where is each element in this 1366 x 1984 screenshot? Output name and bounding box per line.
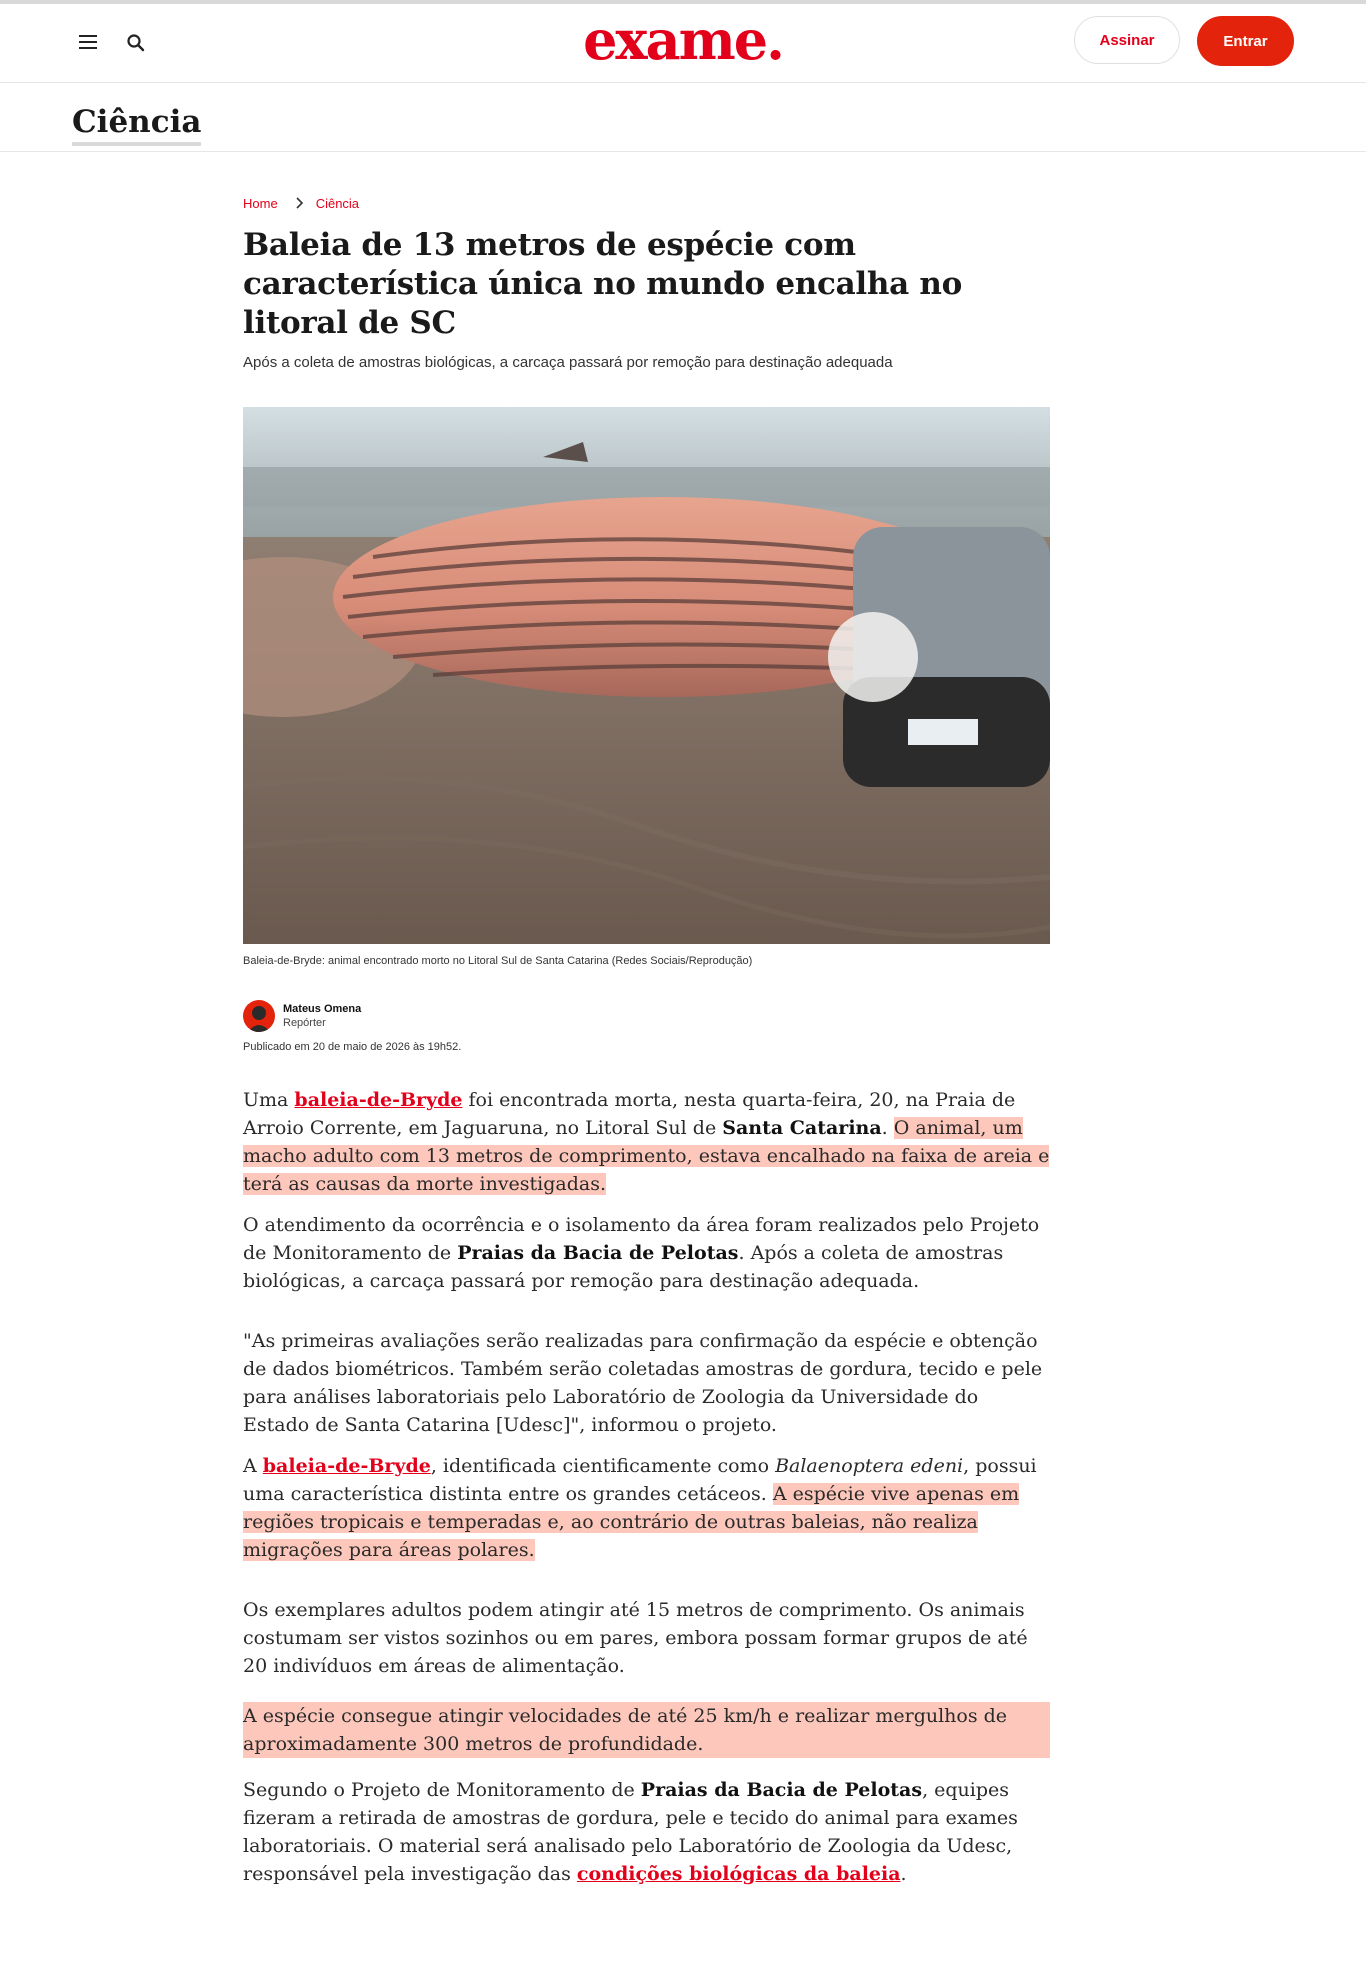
author-block <box>243 1000 1050 1032</box>
chevron-right-icon <box>294 197 306 209</box>
breadcrumb <box>243 194 1050 212</box>
subscribe-button[interactable]: Assinar <box>1074 16 1180 64</box>
highlighted-text: O animal, um macho adulto com 13 metros de comprimento, estava encalhado na faixa de areia e terá as causas da morte investigadas. <box>243 1117 1050 1195</box>
article-title: Baleia de 13 metros de espécie com característica única no mundo encalha no litoral de SC <box>243 227 962 341</box>
article-hero-image <box>243 407 1050 944</box>
section-bar <box>0 83 1366 152</box>
paragraph-1: Uma baleia-de-Bryde foi encontrada morta, nesta quarta-feira, 20, na Praia de Arroio Corrente, em Jaguaruna, no Litoral Sul de Santa Catarina. O animal, um macho adulto com 13 metros de comprimento, estava encalhado na faixa de areia e terá as causas da morte investigadas. <box>243 1089 1050 1195</box>
hamburger-menu-icon[interactable] <box>76 31 100 55</box>
article <box>243 194 1050 1901</box>
paragraph-5: Os exemplares adultos podem atingir até 15 metros de comprimento. Os animais costumam ser vistos sozinhos ou em pares, embora possam formar grupos de até 20 indivíduos em áreas de alimentação. <box>243 1599 1028 1677</box>
author-avatar[interactable] <box>243 1000 275 1032</box>
paragraph-2: O atendimento da ocorrência e o isolamento da área foram realizados pelo Projeto de Monitoramento de Praias da Bacia de Pelotas. Após a coleta de amostras biológicas, a carcaça passará por remoção para destinação adequada. <box>243 1214 1040 1292</box>
paragraph-3-quote: "As primeiras avaliações serão realizadas para confirmação da espécie e obtenção de dados biométricos. Também serão coletadas amostras de gordura, tecido e pele para análises laboratoriais pelo Laboratório de Zoologia da Universidade do Estado de Santa Catarina [Udesc]", informou o projeto. <box>243 1330 1043 1436</box>
inline-link-baleia-de-bryde-2[interactable]: baleia-de-Bryde <box>262 1455 431 1477</box>
site-logo[interactable]: exame. <box>583 8 783 72</box>
highlighted-text: A espécie consegue atingir velocidades de até 25 km/h e realizar mergulhos de aproximadamente 300 metros de profundidade. <box>243 1702 1050 1758</box>
author-name[interactable]: Mateus Omena <box>283 1003 362 1015</box>
article-subtitle: Após a coleta de amostras biológicas, a carcaça passará por remoção para destinação adequada <box>243 354 893 371</box>
published-date: Publicado em 20 de maio de 2026 às 19h52. <box>243 1041 462 1053</box>
inline-link-baleia-de-bryde[interactable]: baleia-de-Bryde <box>294 1089 463 1111</box>
search-icon[interactable] <box>124 31 148 55</box>
image-caption: Baleia-de-Bryde: animal encontrado morto no Litoral Sul de Santa Catarina (Redes Sociais/Reprodução) <box>243 955 753 967</box>
section-title[interactable]: Ciência <box>72 107 201 146</box>
author-portrait-icon <box>243 1000 275 1032</box>
stranded-whale-photo <box>243 407 1050 944</box>
login-button[interactable]: Entrar <box>1197 16 1294 66</box>
paragraph-7: Segundo o Projeto de Monitoramento de Praias da Bacia de Pelotas, equipes fizeram a retirada de amostras de gordura, pele e tecido do animal para exames laboratoriais. O material será analisado pelo Laboratório de Zoologia da Udesc, responsável pela investigação das condições biológicas da baleia. <box>243 1779 1018 1885</box>
highlighted-text: A espécie vive apenas em regiões tropicais e temperadas e, ao contrário de outras baleias, não realiza migrações para áreas polares. <box>243 1483 1020 1561</box>
author-role: Repórter <box>283 1017 326 1029</box>
breadcrumb-section-link[interactable]: Ciência <box>315 195 360 211</box>
site-header <box>0 4 1366 83</box>
breadcrumb-home-link[interactable]: Home <box>243 195 278 211</box>
inline-link-condicoes-biologicas[interactable]: condições biológicas da baleia <box>576 1863 901 1885</box>
paragraph-4: A baleia-de-Bryde, identificada cientificamente como Balaenoptera edeni, possui uma característica distinta entre os grandes cetáceos. A espécie vive apenas em regiões tropicais e temperadas e, ao contrário de outras baleias, não realiza migrações para áreas polares. <box>243 1455 1037 1561</box>
article-body <box>243 1086 1050 1888</box>
paragraph-6 <box>243 1702 1050 1758</box>
